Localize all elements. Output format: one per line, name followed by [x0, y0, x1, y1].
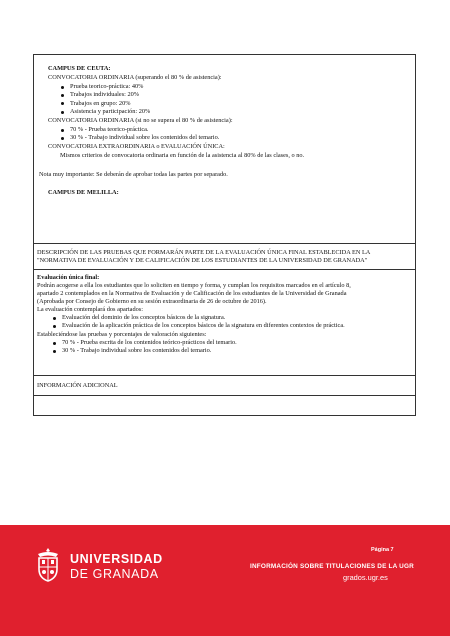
list-item: 70 % - Prueba teorico-práctica.: [70, 126, 219, 134]
campus-criteria-section: [33, 54, 416, 244]
university-name-line-2: DE GRANADA: [70, 567, 159, 581]
extraordinary-call: CONVOCATORIA EXTRAORDINARIA o EVALUACIÓN ÚNICA:: [48, 143, 225, 150]
additional-info-heading: INFORMACIÓN ADICIONAL: [37, 382, 118, 389]
additional-info-heading-section: [33, 376, 416, 396]
list-item: Asistencia y participación: 20%: [70, 108, 151, 116]
single-evaluation-heading-section: [33, 244, 416, 270]
ceuta-campus-title: CAMPUS DE CEUTA:: [48, 65, 111, 72]
grados-url-link[interactable]: grados.ugr.es: [343, 573, 388, 582]
establishing-list: [62, 339, 237, 356]
list-item: Trabajos individuales: 20%: [70, 91, 150, 99]
ordinary-call-no-attendance-list: [70, 126, 219, 143]
page-number: Página 7: [371, 547, 394, 553]
paragraph-line: Podrán acogerse a ella los estudiantes que lo soliciten en tiempo y forma, y cumplan los requisitos marcados en el artículo 8,: [37, 282, 351, 289]
list-item: 30 % - Trabajo individual sobre los contenidos del temario.: [70, 134, 220, 142]
ordinary-call-attendance-list: [70, 83, 150, 117]
contemplates-heading: La evaluación contemplará dos apartados:: [37, 306, 143, 313]
section-heading-line-2: "NORMATIVA DE EVALUACIÓN Y DE CALIFICACIÓN DE LOS ESTUDIANTES DE LA UNIVERSIDAD DE GRANADA": [37, 257, 368, 264]
list-item: Evaluación de la aplicación práctica de los conceptos básicos de la signatura en diferentes contextos de práctica.: [62, 322, 345, 330]
list-item: 70 % - Prueba escrita de los contenidos teórico-prácticos del temario.: [62, 339, 237, 346]
extraordinary-call-text: Mismos criterios de convocatoria ordinaria en función de la asistencia al 80% de las clases, o no.: [60, 152, 305, 159]
melilla-campus-title: CAMPUS DE MELILLA:: [48, 189, 119, 196]
list-item: Trabajos en grupo: 20%: [70, 100, 150, 108]
establishing-heading: Estableciéndose las pruebas y porcentajes de valoración siguientes:: [37, 331, 207, 338]
university-crest-icon: [34, 547, 62, 583]
paragraph-line: apartado 2 contemplados en la Normativa de Evaluación y de Calificación de los estudiantes de la Universidad de Granada: [37, 290, 347, 297]
paragraph-line: (Aprobada por Consejo de Gobierno en su sesión extraordinaria de 26 de octubre de 2016).: [37, 298, 267, 305]
single-final-evaluation-section: [33, 270, 416, 376]
list-item: Evaluación del dominio de los conceptos básicos de la signatura.: [62, 314, 345, 322]
list-item: 30 % - Trabajo individual sobre los contenidos del temario.: [62, 347, 237, 355]
important-note: Nota muy importante: Se deberán de aprobar todas las partes por separado.: [39, 171, 228, 178]
section-heading-line-1: DESCRIPCIÓN DE LAS PRUEBAS QUE FORMARÁN PARTE DE LA EVALUACIÓN ÚNICA FINAL ESTABLECIDA EN LA: [37, 249, 371, 256]
university-name-line-1: UNIVERSIDAD: [70, 552, 163, 566]
single-evaluation-title: Evaluación única final:: [37, 274, 100, 281]
additional-info-content: [33, 396, 416, 416]
list-item: Prueba teorico-práctica: 40%: [70, 83, 150, 91]
ordinary-call-no-attendance: CONVOCATORIA ORDINARIA (si no se supera el 80 % de asistencia):: [48, 117, 233, 124]
titles-info-label: INFORMACIÓN SOBRE TITULACIONES DE LA UGR: [250, 563, 414, 570]
ordinary-call-attendance: CONVOCATORIA ORDINARIA (superando el 80 % de asistencia):: [48, 74, 222, 81]
contemplates-list: [62, 314, 345, 331]
footer-banner: [0, 525, 450, 636]
